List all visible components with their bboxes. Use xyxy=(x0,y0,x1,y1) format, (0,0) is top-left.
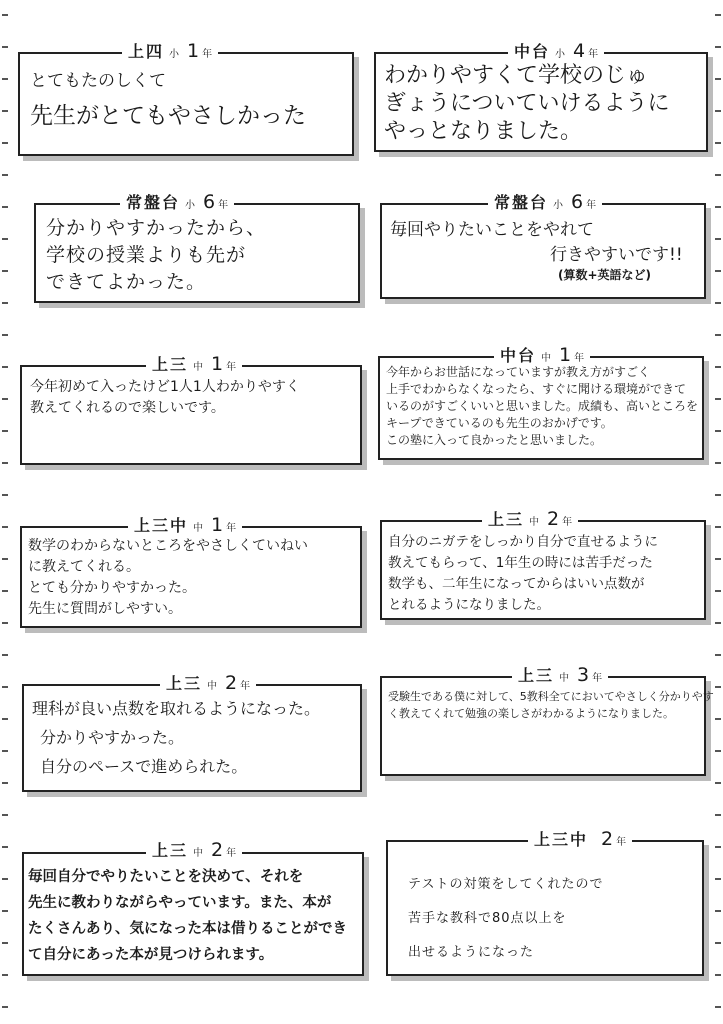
comment-line: (算数+英語など) xyxy=(558,268,652,282)
comment-line: いるのがすごくいいと思いました。成績も、高いところを xyxy=(386,399,699,413)
comment-line: 分かりやすかったから、 xyxy=(46,217,267,239)
edge-dash xyxy=(2,238,8,240)
edge-dash xyxy=(715,590,721,592)
edge-dash xyxy=(715,878,721,880)
edge-dash xyxy=(2,814,8,816)
comment-line: 自分のニガテをしっかり自分で直せるように xyxy=(388,534,658,550)
comment-line: 今年初めて入ったけど1人1人わかりやすく xyxy=(30,379,300,395)
comment-line: 毎回やりたいことをやれて xyxy=(390,220,594,240)
comment-line: 出せるようになった xyxy=(408,945,535,960)
comment-text xyxy=(28,536,308,620)
edge-dash xyxy=(715,910,721,912)
edge-dash xyxy=(2,366,8,368)
school-name: 中台 xyxy=(514,42,551,61)
edge-dash xyxy=(715,1006,721,1008)
comment-line: 行きやすいです!! xyxy=(550,245,683,265)
card-header xyxy=(512,666,608,688)
comment-line: 今年からお世話になっていますが教え方がすごく xyxy=(386,365,651,379)
comment-line: 受験生である僕に対して、5教科全てにおいてやさしく分かりやす xyxy=(388,690,714,703)
comment-line: 理科が良い点数を取れるようになった。 xyxy=(32,699,321,718)
comment-card-5 xyxy=(20,353,362,465)
edge-dash xyxy=(2,1006,8,1008)
grade-suffix: 年 xyxy=(592,673,603,684)
left-edge-marks xyxy=(2,0,8,1024)
edge-dash xyxy=(2,110,8,112)
edge-dash xyxy=(2,590,8,592)
school-name: 上三 xyxy=(152,841,189,860)
comment-card-12 xyxy=(386,828,704,976)
edge-dash xyxy=(2,206,8,208)
comment-line: 先生がとてもやさしかった xyxy=(30,103,306,129)
grade-number: 4 xyxy=(573,40,586,62)
grade-suffix: 年 xyxy=(202,49,213,60)
card-header xyxy=(482,510,578,532)
comment-card-10 xyxy=(380,664,714,776)
grade-suffix: 年 xyxy=(586,200,597,211)
edge-dash xyxy=(715,974,721,976)
edge-dash xyxy=(715,302,721,304)
card-header xyxy=(508,42,604,64)
comment-card-8 xyxy=(380,508,706,620)
comment-line: 先生に質問がしやすい。 xyxy=(28,601,182,617)
edge-dash xyxy=(2,718,8,720)
comment-text xyxy=(46,215,266,296)
grade-number: 2 xyxy=(547,508,560,530)
edge-dash xyxy=(715,526,721,528)
edge-dash xyxy=(2,526,8,528)
edge-dash xyxy=(2,846,8,848)
comment-text xyxy=(408,868,603,970)
edge-dash xyxy=(2,622,8,624)
school-name: 上三中 xyxy=(534,830,589,849)
grade-suffix: 年 xyxy=(226,848,237,859)
school-name: 上三 xyxy=(488,510,525,529)
school-name: 中台 xyxy=(500,346,537,365)
comment-line: 数学のわからないところをやさしくていねい xyxy=(28,538,308,554)
grade-suffix: 年 xyxy=(240,681,251,692)
school-name: 上三中 xyxy=(134,516,189,535)
school-level: 中 xyxy=(193,848,204,859)
card-header xyxy=(120,193,234,215)
edge-dash xyxy=(715,750,721,752)
edge-dash xyxy=(715,654,721,656)
school-name: 上四 xyxy=(128,42,165,61)
comment-card-1 xyxy=(18,40,354,156)
comment-card-3 xyxy=(34,191,360,303)
edge-dash xyxy=(715,142,721,144)
edge-dash xyxy=(2,398,8,400)
school-level: 中 xyxy=(529,517,540,528)
card-header xyxy=(160,674,256,696)
comment-line: 毎回自分でやりたいことを決めて、それを xyxy=(28,869,304,885)
grade-suffix: 年 xyxy=(562,517,573,528)
grade-suffix: 年 xyxy=(574,353,585,364)
edge-dash xyxy=(715,78,721,80)
comment-text xyxy=(30,66,306,136)
comment-line: 先生に教わりながらやっています。また、本が xyxy=(28,895,332,911)
edge-dash xyxy=(715,110,721,112)
comment-card-6 xyxy=(378,344,704,460)
card-header xyxy=(146,841,242,863)
school-level: 小 xyxy=(555,49,566,60)
edge-dash xyxy=(715,174,721,176)
school-level: 小 xyxy=(185,200,196,211)
edge-dash xyxy=(715,814,721,816)
comment-line: 教えてもらって、1年生の時には苦手だった xyxy=(388,555,653,571)
comment-line: に教えてくれる。 xyxy=(28,559,140,575)
grade-suffix: 年 xyxy=(226,362,237,373)
edge-dash xyxy=(715,334,721,336)
edge-dash xyxy=(2,46,8,48)
grade-number: 6 xyxy=(203,191,216,213)
comment-line: 分かりやすかった。 xyxy=(40,728,185,747)
comment-text xyxy=(28,864,347,968)
edge-dash xyxy=(715,846,721,848)
edge-dash xyxy=(2,462,8,464)
edge-dash xyxy=(715,206,721,208)
school-level: 中 xyxy=(207,681,218,692)
edge-dash xyxy=(715,494,721,496)
comment-card-9 xyxy=(22,672,362,792)
edge-dash xyxy=(715,398,721,400)
edge-dash xyxy=(715,782,721,784)
comment-text xyxy=(388,688,714,722)
school-level: 中 xyxy=(193,362,204,373)
school-name: 常盤台 xyxy=(126,193,181,212)
grade-number: 2 xyxy=(211,839,224,861)
edge-dash xyxy=(2,14,8,16)
comment-text xyxy=(386,364,698,449)
grade-number: 6 xyxy=(571,191,584,213)
comment-line: 数学も、二年生になってからはいい点数が xyxy=(388,576,645,592)
edge-dash xyxy=(2,558,8,560)
edge-dash xyxy=(2,750,8,752)
school-level: 中 xyxy=(193,523,204,534)
grade-number: 1 xyxy=(211,514,224,536)
edge-dash xyxy=(2,942,8,944)
school-name: 上三 xyxy=(518,666,555,685)
comment-text xyxy=(388,532,658,616)
edge-dash xyxy=(2,686,8,688)
card-header xyxy=(122,42,218,64)
edge-dash xyxy=(715,430,721,432)
comment-line: たくさんあり、気になった本は借りることができ xyxy=(28,921,347,937)
comment-line: テストの対策をしてくれたので xyxy=(408,877,604,892)
edge-dash xyxy=(715,366,721,368)
school-level: 中 xyxy=(559,673,570,684)
comment-line: 学校の授業よりも先が xyxy=(46,244,247,266)
edge-dash xyxy=(715,622,721,624)
edge-dash xyxy=(2,174,8,176)
edge-dash xyxy=(2,430,8,432)
edge-dash xyxy=(2,142,8,144)
grade-suffix: 年 xyxy=(226,523,237,534)
comment-line: キープできているのも先生のおかげです。 xyxy=(386,416,613,430)
comment-line: 教えてくれるので楽しいです。 xyxy=(30,400,225,416)
card-header xyxy=(488,193,602,215)
edge-dash xyxy=(715,686,721,688)
grade-number: 2 xyxy=(601,828,614,850)
edge-dash xyxy=(2,494,8,496)
comment-line: 自分のペースで進められた。 xyxy=(40,757,248,776)
comment-card-2 xyxy=(374,40,708,152)
comment-line: できてよかった。 xyxy=(46,271,207,293)
comment-card-4 xyxy=(380,191,706,299)
edge-dash xyxy=(715,942,721,944)
card-header xyxy=(528,830,632,852)
edge-dash xyxy=(2,878,8,880)
comment-line: とれるようになりました。 xyxy=(388,597,550,613)
edge-dash xyxy=(2,334,8,336)
edge-dash xyxy=(715,558,721,560)
comment-line: とても分かりやすかった。 xyxy=(28,580,196,596)
grade-number: 3 xyxy=(577,664,590,686)
school-level: 小 xyxy=(553,200,564,211)
comment-line: やっとなりました。 xyxy=(384,119,583,144)
grade-number: 1 xyxy=(187,40,200,62)
comment-line: て自分にあった本が見つけられます。 xyxy=(28,947,274,963)
edge-dash xyxy=(2,910,8,912)
grade-suffix: 年 xyxy=(616,837,627,848)
school-level: 中 xyxy=(541,353,552,364)
comment-card-11 xyxy=(22,839,364,976)
edge-dash xyxy=(2,654,8,656)
edge-dash xyxy=(2,270,8,272)
edge-dash xyxy=(715,718,721,720)
comment-text xyxy=(390,217,683,283)
comment-line: とてもたのしくて xyxy=(30,71,166,91)
comment-text xyxy=(32,694,320,781)
grade-number: 1 xyxy=(559,344,572,366)
edge-dash xyxy=(715,270,721,272)
edge-dash xyxy=(715,46,721,48)
school-name: 常盤台 xyxy=(494,193,549,212)
comment-line: く教えてくれて勉強の楽しさがわかるようになりました。 xyxy=(388,707,674,720)
comment-line: 苦手な教科で80点以上を xyxy=(408,911,567,926)
school-name: 上三 xyxy=(166,674,203,693)
comment-text xyxy=(30,377,300,419)
comment-card-7 xyxy=(20,514,362,628)
edge-dash xyxy=(2,974,8,976)
grade-number: 1 xyxy=(211,353,224,375)
right-edge-marks xyxy=(715,0,721,1024)
grade-suffix: 年 xyxy=(588,49,599,60)
grade-number: 2 xyxy=(225,672,238,694)
edge-dash xyxy=(715,462,721,464)
grade-suffix: 年 xyxy=(218,200,229,211)
card-header xyxy=(146,355,242,377)
comment-line: 上手でわからなくなったら、すぐに聞ける環境ができて xyxy=(386,382,687,396)
comment-line: ぎょうについていけるように xyxy=(384,91,670,116)
school-name: 上三 xyxy=(152,355,189,374)
comment-text xyxy=(384,62,670,146)
comment-line: わかりやすくて学校のじゅ xyxy=(384,63,649,88)
edge-dash xyxy=(715,238,721,240)
school-level: 小 xyxy=(169,49,180,60)
edge-dash xyxy=(2,782,8,784)
comment-line: この塾に入って良かったと思いました。 xyxy=(386,433,603,447)
edge-dash xyxy=(715,14,721,16)
edge-dash xyxy=(2,78,8,80)
edge-dash xyxy=(2,302,8,304)
card-header xyxy=(128,516,242,538)
